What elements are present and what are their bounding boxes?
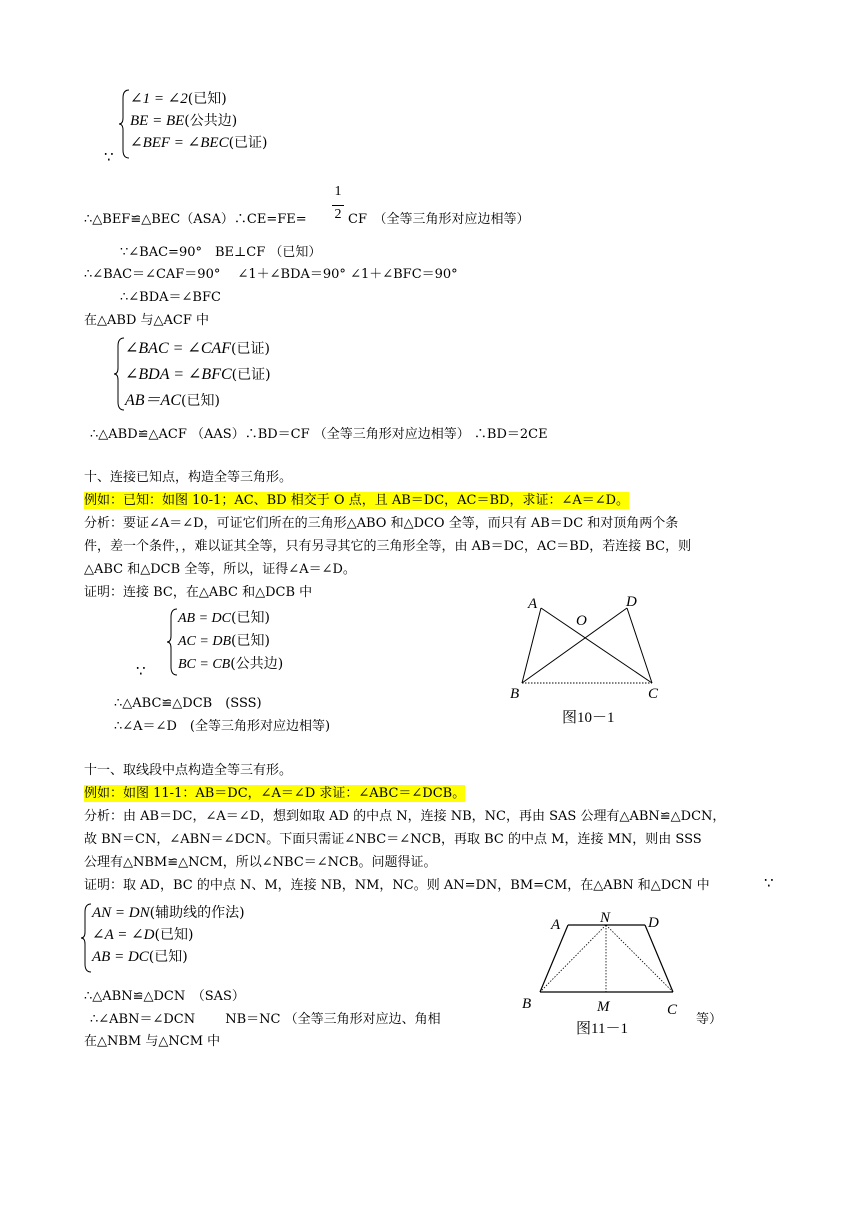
text-line: ∵∠BAC=90° BE⊥CF （已知） [120, 245, 322, 260]
fraction-bar [332, 205, 344, 206]
conclusion-line: ∴△ABN≌△DCN （SAS） [84, 989, 245, 1004]
analysis-line: 件，差一个条件，，难以证其全等，只有另寻其它的三角形全等，由 AB＝DC，AC＝BD，若连接 BC，则 [84, 539, 692, 554]
point-label-o: O [576, 613, 587, 629]
segment-dc [645, 925, 673, 992]
text-line: ∴△ABD≌△ACF （AAS）∴BD＝CF （全等三角形对应边相等） ∴BD＝2CE [90, 427, 548, 442]
section-heading: 十、连接已知点，构造全等三角形。 [84, 470, 293, 485]
segment-dc [627, 608, 652, 683]
proof-line: 证明：取 AD，BC 的中点 N、M，连接 NB，NM，NC。则 AN=DN，BM=CM，在△ABN 和△DCN 中 [84, 878, 710, 893]
because-symbol: ∵ [104, 148, 114, 166]
point-label-n: N [600, 910, 611, 926]
text-line: 在△ABD 与△ACF 中 [84, 313, 209, 328]
point-label-b: B [510, 686, 520, 702]
proof-line: 证明：连接 BC，在△ABC 和△DCB 中 [84, 585, 313, 600]
analysis-line: 分析：由 AB＝DC，∠A＝∠D，想到如取 AD 的中点 N，连接 NB，NC，再由 SAS 公理有△ABN≌△DCN， [84, 809, 726, 824]
text-line: ∴∠BDA＝∠BFC [120, 290, 221, 305]
analysis-line: 公理有△NBM≌△NCM，所以∠NBC＝∠NCB。问题得证。 [84, 855, 437, 870]
equation-system-abc-dcb: AB = DC(已知) AC = DB(已知) BC = CB(公共边) [166, 607, 366, 677]
point-label-a: A [528, 596, 538, 612]
conclusion-line: ∴∠ABN＝∠DCN NB＝NC （全等三角形对应边、角相 [90, 1012, 441, 1027]
analysis-line: △ABC 和△DCB 全等，所以，证得∠A＝∠D。 [84, 562, 356, 577]
conclusion-line-tail: 等） [696, 1012, 723, 1027]
conclusion-line: ∴△ABC≌△DCB (SSS) [114, 696, 262, 711]
segment-ac [541, 608, 652, 683]
segment-nb [540, 925, 606, 992]
equation-system-abn-dcn: AN = DN(辅助线的作法) ∠A = ∠D(已知) AB = DC(已知) [80, 902, 340, 974]
point-label-c: C [667, 1002, 678, 1018]
analysis-line: 故 BN＝CN，∠ABN＝∠DCN。下面只需证∠NBC＝∠NCB，再取 BC 的中点 M，连接 MN，则由 SSS [84, 832, 702, 847]
point-label-d: D [648, 915, 659, 931]
conclusion-line: ∴∠A＝∠D (全等三角形对应边相等) [114, 719, 331, 734]
conclusion-line: 在△NBM 与△NCM 中 [84, 1034, 221, 1049]
equation-system-bef-bec: ∠1 = ∠2(已知) BE = BE(公共边) ∠BEF = ∠BEC(已证) [118, 88, 338, 160]
text-line: CF （全等三角形对应边相等） [348, 212, 530, 227]
figure-caption: 图11－1 [576, 1021, 628, 1037]
fraction-denominator: 2 [334, 207, 342, 222]
point-label-d: D [626, 594, 637, 610]
figure-caption: 图10－1 [562, 710, 615, 726]
text-line: ∴∠BAC＝∠CAF＝90° ∠1＋∠BDA＝90° ∠1＋∠BFC＝90° [84, 267, 458, 282]
text-line: ∴△BEF≌△BEC（ASA）∴CE=FE= [84, 212, 307, 227]
because-symbol: ∵ [764, 874, 774, 892]
point-label-a: A [551, 917, 561, 933]
segment-nc [606, 925, 673, 992]
point-label-m: M [597, 999, 610, 1015]
segment-ab [540, 925, 568, 992]
fraction-numerator: 1 [334, 184, 342, 199]
example-highlight: 例如：如图 11-1：AB＝DC，∠A＝∠D 求证：∠ABC＝∠DCB。 [84, 786, 466, 801]
analysis-line: 分析：要证∠A＝∠D，可证它们所在的三角形△ABO 和△DCO 全等，而只有 AB＝DC 和对顶角两个条 [84, 516, 679, 531]
point-label-c: C [648, 686, 659, 702]
point-label-b: B [522, 996, 532, 1012]
example-highlight: 例如：已知：如图 10-1；AC、BD 相交于 O 点，且 AB＝DC，AC＝BD，求证：∠A＝∠D。 [84, 493, 630, 508]
equation-system-abd-acf: ∠BAC = ∠CAF(已证) ∠BDA = ∠BFC(已证) AB＝AC(已知) [113, 336, 333, 412]
figure-11-1 [515, 905, 695, 1035]
because-symbol: ∵ [136, 662, 146, 680]
section-heading: 十一、取线段中点构造全等三有形。 [84, 763, 293, 778]
